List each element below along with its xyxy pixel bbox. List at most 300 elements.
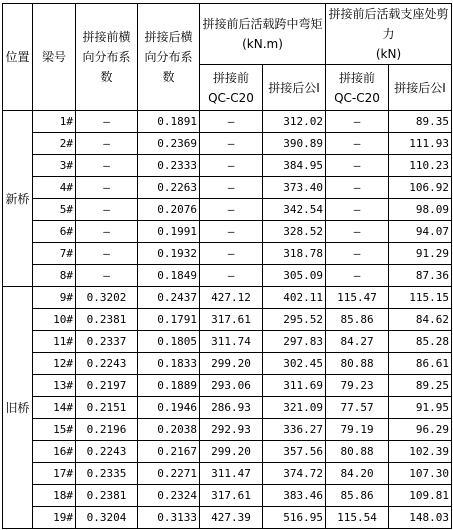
- cell-moment-after-value: 342.54: [283, 203, 324, 216]
- cell-moment-after: [263, 265, 326, 287]
- cell-beam-no-value: 11#: [53, 335, 73, 348]
- header-moment-before: 拼接前QC-C20: [200, 65, 263, 111]
- cell-shear-after-value: 89.25: [415, 379, 450, 392]
- cell-beam-no-value: 5#: [59, 203, 73, 216]
- cell-moment-before: [200, 507, 263, 529]
- table-row: [3, 419, 452, 441]
- cell-shear-after: [389, 419, 452, 441]
- cell-coef-after: [138, 177, 200, 199]
- table-row: [3, 199, 452, 221]
- cell-shear-before-value: —: [353, 203, 361, 216]
- group-old-bridge: 旧桥: [3, 287, 33, 529]
- cell-moment-before-value: —: [227, 269, 235, 282]
- cell-moment-after-value: 516.95: [283, 511, 324, 524]
- cell-coef-before: [76, 265, 138, 287]
- cell-shear-before-value: —: [353, 115, 361, 128]
- cell-moment-after: [263, 221, 326, 243]
- cell-beam-no-value: 9#: [59, 291, 73, 304]
- cell-shear-before-value: 77.57: [340, 401, 374, 414]
- cell-moment-after-value: 321.09: [283, 401, 324, 414]
- cell-beam-no: [33, 221, 76, 243]
- cell-coef-after: [138, 397, 200, 419]
- cell-shear-after: [389, 507, 452, 529]
- cell-coef-before: [76, 441, 138, 463]
- cell-shear-before: [326, 463, 389, 485]
- cell-moment-after: [263, 243, 326, 265]
- table-row: [3, 265, 452, 287]
- cell-shear-before-value: 79.19: [340, 423, 374, 436]
- cell-beam-no: [33, 155, 76, 177]
- cell-coef-after: [138, 199, 200, 221]
- cell-beam-no: [33, 375, 76, 397]
- cell-beam-no-value: 16#: [53, 445, 73, 458]
- cell-coef-before: [76, 111, 138, 133]
- cell-coef-after: [138, 287, 200, 309]
- cell-shear-after: [389, 441, 452, 463]
- cell-shear-before: [326, 441, 389, 463]
- header-moment-unit: (kN.m): [242, 37, 283, 51]
- cell-moment-before-value: 427.12: [211, 291, 251, 304]
- cell-moment-before: [200, 397, 263, 419]
- cell-shear-before: [326, 485, 389, 507]
- header-position: 位置: [3, 4, 33, 111]
- cell-coef-before: [76, 419, 138, 441]
- cell-shear-before-value: 79.23: [340, 379, 374, 392]
- cell-shear-before-value: 115.54: [337, 511, 377, 524]
- document-page: [2, 3, 451, 527]
- cell-coef-before: [76, 177, 138, 199]
- cell-shear-before: [326, 419, 389, 441]
- cell-moment-after: [263, 441, 326, 463]
- cell-beam-no-value: 4#: [59, 181, 73, 194]
- header-beam-no: 梁号: [33, 4, 76, 111]
- cell-beam-no: [33, 397, 76, 419]
- cell-moment-before: [200, 375, 263, 397]
- cell-moment-before-value: 292.93: [211, 423, 251, 436]
- cell-beam-no-value: 7#: [59, 247, 73, 260]
- cell-coef-before: [76, 397, 138, 419]
- cell-coef-after: [138, 111, 200, 133]
- cell-coef-before-value: 0.2335: [86, 467, 127, 480]
- cell-shear-before: [326, 199, 389, 221]
- header-coef-after: 拼接后横向分布系数: [138, 4, 200, 111]
- cell-moment-before-value: 311.47: [211, 467, 251, 480]
- cell-coef-before: [76, 485, 138, 507]
- cell-coef-after-value: 0.2324: [157, 489, 197, 502]
- cell-moment-after: [263, 199, 326, 221]
- cell-shear-before: [326, 111, 389, 133]
- cell-shear-before: [326, 375, 389, 397]
- cell-moment-before-value: 299.20: [211, 445, 251, 458]
- cell-shear-before-value: —: [353, 225, 361, 238]
- cell-coef-after-value: 0.1932: [157, 247, 197, 260]
- cell-moment-after-value: 311.69: [283, 379, 324, 392]
- cell-moment-after: [263, 375, 326, 397]
- cell-coef-after-value: 0.3133: [157, 511, 197, 524]
- cell-shear-after-value: 110.23: [409, 159, 450, 172]
- cell-coef-after-value: 0.1805: [157, 335, 197, 348]
- cell-moment-before-value: —: [227, 115, 235, 128]
- header-shear-unit: (kN): [375, 47, 402, 61]
- cell-coef-before-value: 0.2381: [86, 313, 127, 326]
- cell-moment-after-value: 373.40: [283, 181, 324, 194]
- cell-coef-before: [76, 199, 138, 221]
- table-row: [3, 287, 452, 309]
- cell-moment-after: [263, 111, 326, 133]
- cell-moment-before-value: 317.61: [211, 489, 251, 502]
- table-row: [3, 507, 452, 529]
- cell-shear-after-value: 91.95: [415, 401, 450, 414]
- cell-shear-after: [389, 463, 452, 485]
- cell-beam-no-value: 18#: [53, 489, 73, 502]
- table-row: [3, 397, 452, 419]
- cell-shear-after-value: 98.09: [415, 203, 450, 216]
- cell-shear-before-value: —: [353, 269, 361, 282]
- cell-beam-no: [33, 507, 76, 529]
- cell-moment-before: [200, 463, 263, 485]
- cell-moment-before-value: —: [227, 137, 235, 150]
- cell-beam-no: [33, 287, 76, 309]
- header-shear-before: 拼接前QC-C20: [326, 65, 389, 111]
- table-row: [3, 111, 452, 133]
- cell-coef-after-value: 0.1946: [157, 401, 197, 414]
- cell-moment-before: [200, 309, 263, 331]
- table-row: [3, 133, 452, 155]
- cell-shear-after: [389, 331, 452, 353]
- cell-coef-after: [138, 485, 200, 507]
- cell-moment-after-value: 374.72: [283, 467, 324, 480]
- cell-shear-after: [389, 243, 452, 265]
- cell-shear-after-value: 107.30: [409, 467, 450, 480]
- cell-moment-before: [200, 485, 263, 507]
- cell-beam-no-value: 6#: [59, 225, 73, 238]
- cell-shear-after: [389, 133, 452, 155]
- cell-moment-before: [200, 221, 263, 243]
- cell-coef-before-value: 0.2337: [86, 335, 127, 348]
- cell-coef-after: [138, 463, 200, 485]
- table-row: [3, 221, 452, 243]
- cell-shear-after: [389, 309, 452, 331]
- cell-shear-after-value: 91.29: [415, 247, 450, 260]
- cell-moment-after: [263, 331, 326, 353]
- cell-coef-after-value: 0.1991: [157, 225, 197, 238]
- cell-shear-before-value: 84.20: [340, 467, 374, 480]
- cell-coef-before: [76, 463, 138, 485]
- cell-moment-before: [200, 419, 263, 441]
- cell-shear-before-value: 85.86: [340, 489, 374, 502]
- cell-coef-after-value: 0.1849: [157, 269, 197, 282]
- cell-shear-after-value: 106.92: [409, 181, 450, 194]
- cell-moment-after-value: 357.56: [283, 445, 324, 458]
- cell-shear-before: [326, 243, 389, 265]
- cell-coef-after: [138, 507, 200, 529]
- table-row: [3, 353, 452, 375]
- cell-coef-after-value: 0.1891: [157, 115, 197, 128]
- cell-beam-no-value: 14#: [53, 401, 73, 414]
- cell-shear-before: [326, 331, 389, 353]
- cell-shear-after-value: 89.35: [415, 115, 450, 128]
- cell-coef-after-value: 0.2076: [157, 203, 197, 216]
- cell-moment-before: [200, 331, 263, 353]
- cell-beam-no-value: 1#: [59, 115, 73, 128]
- cell-moment-after-value: 312.02: [283, 115, 324, 128]
- cell-coef-after: [138, 353, 200, 375]
- cell-moment-after: [263, 133, 326, 155]
- cell-coef-before: [76, 375, 138, 397]
- cell-coef-before-value: 0.2151: [86, 401, 127, 414]
- table-body: [3, 4, 452, 529]
- cell-coef-after: [138, 221, 200, 243]
- cell-shear-before: [326, 353, 389, 375]
- cell-shear-before-value: —: [353, 159, 361, 172]
- cell-moment-before: [200, 199, 263, 221]
- cell-shear-after-value: 148.03: [409, 511, 450, 524]
- table-row: [3, 441, 452, 463]
- cell-coef-before-value: 0.3202: [86, 291, 127, 304]
- cell-beam-no: [33, 111, 76, 133]
- table-row: [3, 331, 452, 353]
- cell-beam-no: [33, 177, 76, 199]
- cell-coef-after-value: 0.1791: [157, 313, 197, 326]
- header-shear-group: [326, 4, 452, 65]
- cell-beam-no: [33, 485, 76, 507]
- cell-moment-before-value: 286.93: [211, 401, 251, 414]
- cell-moment-after: [263, 353, 326, 375]
- cell-shear-after-value: 86.61: [415, 357, 450, 370]
- cell-shear-after-value: 85.28: [415, 335, 450, 348]
- cell-coef-before-value: —: [103, 181, 110, 194]
- cell-coef-after-value: 0.2167: [157, 445, 197, 458]
- cell-moment-after-value: 297.83: [283, 335, 324, 348]
- cell-beam-no-value: 10#: [53, 313, 73, 326]
- cell-moment-after-value: 295.52: [283, 313, 324, 326]
- cell-coef-after: [138, 419, 200, 441]
- cell-moment-after: [263, 485, 326, 507]
- cell-shear-before-value: —: [353, 181, 361, 194]
- cell-moment-after: [263, 287, 326, 309]
- cell-moment-after-value: 302.45: [283, 357, 324, 370]
- header-row-1: [3, 4, 452, 65]
- header-moment-group: [200, 4, 326, 65]
- cell-moment-before-value: 317.61: [211, 313, 251, 326]
- cell-coef-after: [138, 309, 200, 331]
- cell-shear-after: [389, 287, 452, 309]
- cell-moment-before-value: —: [227, 247, 235, 260]
- cell-shear-after: [389, 155, 452, 177]
- cell-coef-after-value: 0.2333: [157, 159, 197, 172]
- cell-shear-after-value: 109.81: [409, 489, 450, 502]
- cell-coef-after-value: 0.1889: [157, 379, 197, 392]
- cell-shear-after-value: 102.39: [409, 445, 450, 458]
- cell-shear-after-value: 115.15: [409, 291, 450, 304]
- cell-coef-before: [76, 221, 138, 243]
- cell-shear-before: [326, 507, 389, 529]
- cell-coef-after-value: 0.2263: [157, 181, 197, 194]
- table-row: [3, 309, 452, 331]
- cell-coef-before-value: 0.2243: [86, 357, 127, 370]
- cell-coef-before-value: —: [103, 115, 110, 128]
- cell-shear-before: [326, 397, 389, 419]
- cell-coef-after: [138, 441, 200, 463]
- bridge-load-table: [2, 3, 452, 529]
- cell-coef-before: [76, 287, 138, 309]
- cell-shear-after-value: 96.29: [415, 423, 450, 436]
- cell-beam-no: [33, 243, 76, 265]
- cell-moment-after: [263, 397, 326, 419]
- cell-moment-before: [200, 111, 263, 133]
- cell-coef-after: [138, 331, 200, 353]
- cell-coef-before-value: 0.3204: [86, 511, 127, 524]
- cell-moment-after: [263, 507, 326, 529]
- cell-coef-after: [138, 375, 200, 397]
- cell-moment-after-value: 402.11: [283, 291, 324, 304]
- cell-shear-before: [326, 309, 389, 331]
- cell-moment-before-value: 311.74: [211, 335, 251, 348]
- cell-shear-before: [326, 265, 389, 287]
- cell-shear-before: [326, 155, 389, 177]
- cell-coef-before-value: —: [103, 269, 110, 282]
- cell-coef-before: [76, 133, 138, 155]
- cell-shear-after-value: 111.93: [409, 137, 450, 150]
- cell-shear-after: [389, 485, 452, 507]
- cell-shear-before-value: 80.88: [340, 357, 374, 370]
- cell-shear-before: [326, 221, 389, 243]
- cell-shear-before-value: 115.47: [337, 291, 377, 304]
- cell-coef-before: [76, 155, 138, 177]
- cell-shear-after: [389, 221, 452, 243]
- cell-moment-before-value: 293.06: [211, 379, 251, 392]
- cell-beam-no-value: 3#: [59, 159, 73, 172]
- cell-shear-after-value: 84.62: [415, 313, 450, 326]
- cell-beam-no-value: 17#: [53, 467, 73, 480]
- table-row: [3, 375, 452, 397]
- cell-shear-before-value: —: [353, 137, 361, 150]
- cell-beam-no: [33, 353, 76, 375]
- cell-coef-after: [138, 265, 200, 287]
- cell-moment-after: [263, 463, 326, 485]
- cell-coef-before-value: 0.2381: [86, 489, 127, 502]
- cell-shear-before-value: 85.86: [340, 313, 374, 326]
- cell-shear-after-value: 94.07: [415, 225, 450, 238]
- cell-moment-before: [200, 287, 263, 309]
- cell-shear-after: [389, 199, 452, 221]
- cell-shear-before-value: 80.88: [340, 445, 374, 458]
- cell-beam-no: [33, 441, 76, 463]
- cell-coef-after: [138, 133, 200, 155]
- cell-beam-no-value: 2#: [59, 137, 73, 150]
- cell-moment-after-value: 336.27: [283, 423, 324, 436]
- cell-coef-after: [138, 243, 200, 265]
- header-moment-after: 拼接后公Ⅰ: [263, 65, 326, 111]
- cell-moment-before: [200, 243, 263, 265]
- table-row: [3, 485, 452, 507]
- cell-coef-before-value: —: [103, 159, 110, 172]
- cell-coef-before: [76, 331, 138, 353]
- header-shear-after: 拼接后公Ⅰ: [389, 65, 452, 111]
- cell-coef-after-value: 0.2437: [157, 291, 197, 304]
- cell-beam-no: [33, 309, 76, 331]
- cell-moment-after-value: 328.52: [283, 225, 324, 238]
- cell-beam-no-value: 12#: [53, 357, 73, 370]
- cell-moment-before-value: —: [227, 225, 235, 238]
- cell-coef-before: [76, 243, 138, 265]
- cell-moment-before-value: —: [227, 181, 235, 194]
- cell-moment-after: [263, 419, 326, 441]
- cell-shear-after: [389, 111, 452, 133]
- cell-coef-before-value: —: [103, 225, 110, 238]
- table-row: [3, 463, 452, 485]
- cell-moment-after: [263, 309, 326, 331]
- table-row: [3, 155, 452, 177]
- cell-coef-before-value: 0.2196: [86, 423, 127, 436]
- cell-shear-after: [389, 265, 452, 287]
- cell-coef-after-value: 0.2271: [157, 467, 197, 480]
- cell-moment-before-value: —: [227, 203, 235, 216]
- cell-moment-before: [200, 155, 263, 177]
- cell-moment-after-value: 305.09: [283, 269, 324, 282]
- cell-coef-before-value: —: [103, 247, 110, 260]
- cell-moment-after-value: 390.89: [283, 137, 324, 150]
- cell-shear-after: [389, 353, 452, 375]
- cell-coef-before-value: —: [103, 203, 110, 216]
- cell-shear-before-value: 84.27: [340, 335, 374, 348]
- cell-beam-no-value: 8#: [59, 269, 73, 282]
- cell-beam-no-value: 15#: [53, 423, 73, 436]
- cell-coef-after: [138, 155, 200, 177]
- cell-beam-no-value: 19#: [53, 511, 73, 524]
- cell-coef-before: [76, 353, 138, 375]
- cell-coef-after-value: 0.2038: [157, 423, 197, 436]
- cell-beam-no-value: 13#: [53, 379, 73, 392]
- cell-coef-before-value: —: [103, 137, 110, 150]
- header-shear-title: 拼接前后活载支座处剪力: [328, 7, 449, 41]
- header-moment-title: 拼接前后活载跨中弯矩: [202, 17, 323, 31]
- cell-coef-before-value: 0.2243: [86, 445, 127, 458]
- cell-coef-after-value: 0.1833: [157, 357, 197, 370]
- cell-beam-no: [33, 331, 76, 353]
- cell-moment-after-value: 383.46: [283, 489, 324, 502]
- cell-moment-after-value: 384.95: [283, 159, 324, 172]
- group-new-bridge: 新桥: [3, 111, 33, 287]
- cell-shear-after-value: 87.36: [415, 269, 450, 282]
- cell-shear-before: [326, 287, 389, 309]
- cell-moment-before: [200, 265, 263, 287]
- cell-moment-after-value: 318.78: [283, 247, 324, 260]
- cell-beam-no: [33, 133, 76, 155]
- cell-coef-before-value: 0.2197: [86, 379, 127, 392]
- cell-moment-before: [200, 133, 263, 155]
- cell-shear-before: [326, 177, 389, 199]
- cell-moment-before-value: 299.20: [211, 357, 251, 370]
- cell-moment-before: [200, 441, 263, 463]
- table-row: [3, 243, 452, 265]
- cell-moment-before-value: 427.39: [211, 511, 251, 524]
- table-row: [3, 177, 452, 199]
- cell-shear-before: [326, 133, 389, 155]
- cell-moment-before: [200, 353, 263, 375]
- cell-moment-before: [200, 177, 263, 199]
- cell-shear-after: [389, 397, 452, 419]
- cell-beam-no: [33, 419, 76, 441]
- cell-moment-after: [263, 155, 326, 177]
- cell-shear-after: [389, 375, 452, 397]
- cell-beam-no: [33, 463, 76, 485]
- cell-coef-before: [76, 507, 138, 529]
- cell-beam-no: [33, 199, 76, 221]
- cell-moment-after: [263, 177, 326, 199]
- cell-moment-before-value: —: [227, 159, 235, 172]
- cell-coef-after-value: 0.2369: [157, 137, 197, 150]
